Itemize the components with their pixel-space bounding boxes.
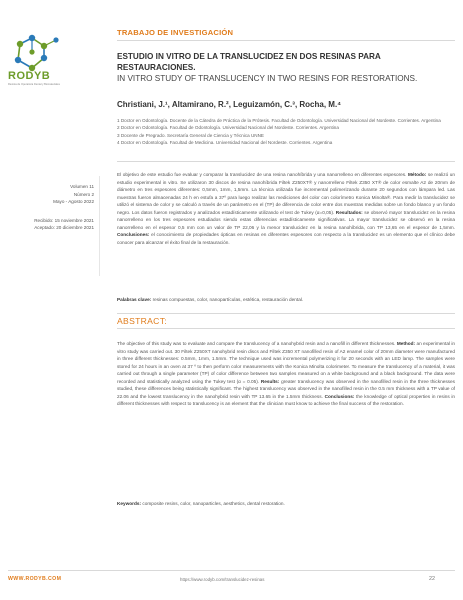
abstract-heading-bar <box>117 313 455 329</box>
resumen-part: El objetivo de este estudio fue evaluar y comparar la translucidez de una resina nanohíbrida y una nanorrelleno en diferentes espesores. <box>117 172 408 177</box>
top-divider <box>117 40 455 41</box>
logo-text: RODYB <box>8 70 51 82</box>
footer-divider <box>8 570 455 571</box>
affiliation-1: 1 Doctor en Odontología. Docente de la Cátedra de Práctica de la Prótesis. Facultad de Odontología. Universidad Nacional del Nordeste. Corrientes. Argentina <box>117 118 441 123</box>
affiliations <box>117 117 452 147</box>
molecule-logo-icon <box>6 34 64 74</box>
palabras-clave-label: Palabras clave: <box>117 297 152 302</box>
footer-site-link[interactable]: WWW.RODYB.COM <box>8 576 62 582</box>
article-title-en: IN VITRO STUDY OF TRANSLUCENCY IN TWO RESINS FOR RESTORATIONS. <box>117 74 418 83</box>
abstract-part: The objective of this study was to evaluate and compare the translucency of a nanohybrid resin and a nanofill in different thicknesses. <box>117 341 397 346</box>
logo-tagline: Revista de Operatoria Dental y Biomateriales <box>8 83 60 86</box>
palabras-clave-text: resinas compuestas, color, nanopartículas, estética, restauración dental. <box>151 297 304 302</box>
keywords-label: Keywords: <box>117 501 142 506</box>
section-label: TRABAJO DE INVESTIGACIÓN <box>117 28 234 37</box>
abstract-text <box>117 340 455 408</box>
issue-meta <box>18 183 94 232</box>
abstract-method-label: Method: <box>396 341 416 346</box>
resumen-resultados-label: Resultados: <box>335 209 363 215</box>
page-number: 22 <box>429 576 435 582</box>
abstract-part: greater translucency was observed in the nanofilled resin in the three thicknesses studied, these differences being statistically significant. The highest translucency was observed in the nanofilled resin in the 0.5 mm thickness with a TP value of 22.06 and the lowest translucency in the nanohybrid resin with TP 13.65 in the 1.5mm thickness. <box>117 378 455 399</box>
abstract-part: an experimental in vitro study was carried out. 30 Filtek Z250XT nanohybrid resin discs and Filtek Z350 XT nanofilled resin of A2 enamel color of 20mm diameter were manufactured in three different thicknesses: 0.5mm, 1mm, 1.5mm. The technique used was incremental polymerizing it for 20 seconds with an LED lamp. The samples were stored for 24 hours in an oven at 37 º to then perform color measurements with the Konica Minolta colorimeter. To measure the translucency of a material, it was carried out through a single parameter (TP) of color difference between two samples measured on a white background and a black background. The data were recorded and statistically analyzed using the Tukey test (α = 0.05). <box>117 341 455 384</box>
issue-volume: Volumen 11 <box>70 184 94 189</box>
keywords <box>117 501 455 506</box>
resumen-part: se observó mayor translucidez en la resina nanorrelleno en los tres espesores estudiados siendo estas diferencias estadísticamente significativas. La mayor translucidez se observó en la resina nanorrelleno en el espesor 0,5 mm con un valor de TP 22,06 y la menor translucidez en la resina nanohíbrida, con TP 13,65 en el espesor de 1,5mm. <box>117 209 455 230</box>
abstract-results-label: Results: <box>260 378 280 384</box>
mid-divider <box>117 161 455 162</box>
abstract-conclusions-label: Conclusions: <box>324 393 355 399</box>
affiliation-4: 4 Doctor en Odontología. Facultad de Medicina. Universidad Nacional del Nordeste. Corrientes. Argentina <box>117 140 333 146</box>
article-authors: Christiani, J.¹, Altamirano, R.², Leguizamón, C.³, Rocha, M.⁴ <box>117 100 342 109</box>
meta-divider <box>99 176 100 276</box>
article-title-es: ESTUDIO IN VITRO DE LA TRANSLUCIDEZ EN DOS RESINAS PARA RESTAURACIONES. <box>117 52 381 72</box>
affiliation-3: 3 Docente de Pregrado. Secretaría General de Ciencia y Técnica UNNE <box>117 132 264 138</box>
issue-number: Número 2 <box>73 191 94 197</box>
abstract-part: the knowledge of optical properties in resins in different thicknesses with respect to translucency is an element that the clinician must know to achieve the final success of the restoration. <box>117 393 456 407</box>
resumen-part: el conocimiento de propiedades ópticas en resinas en diferentes espesores con respecto a la translucidez es un elemento que el clínico debe conocer para alcanzar el éxito final de la restauración. <box>117 232 455 245</box>
resumen-metodo-label: Método: <box>408 172 427 177</box>
abstract-heading: ABSTRACT: <box>117 316 167 326</box>
footer-article-url[interactable]: https://www.rodyb.com/translucidez-resinas <box>180 577 265 582</box>
resumen-conclusiones-label: Conclusiones: <box>117 232 150 238</box>
palabras-clave <box>117 297 455 302</box>
date-accepted: Aceptado: 20 diciembre 2021 <box>34 225 94 231</box>
date-received: Recibido: 15 noviembre 2021 <box>34 217 94 223</box>
resumen-part: se realizó un estudio experimental in vitro. Se utilizaron 30 discos de resina nanohíbrida Filtek Z250XT® y nanorrelleno Filtek Z350 XT® de color esmalte A2 de 20mm de diámetro en tres espesores diferentes: 0,5mm, 1mm, 1,5mm. La técnica utilizada fue incremental polimerizando durante 20 segundos con lámpara led. Las muestras fueron almacenadas 24 h en estufa a 37º para luego realizar las mediciones del color con colorímetro Konica Minolta®. Para medir la translucidez se utilizó el sistema de color y se calculó a través de un parámetro en el (TP) de diferencia de color entre dos muestras medidas sobre un fondo blanco y un fondo negro. Los datos fueron registrados y analizados estadísticamente utilizando el test de Tukey (α=0,05). <box>117 172 455 215</box>
affiliation-2: 2 Doctor en Odontología. Facultad de Odontología. Universidad Nacional del Nordeste. Corrientes. Argentina <box>117 125 339 131</box>
resumen-text <box>117 171 455 246</box>
keywords-text: composite resins, color, nanoparticles, aesthetics, dental restoration. <box>141 501 285 506</box>
issue-period: Mayo - Agosto 2022 <box>53 199 94 205</box>
